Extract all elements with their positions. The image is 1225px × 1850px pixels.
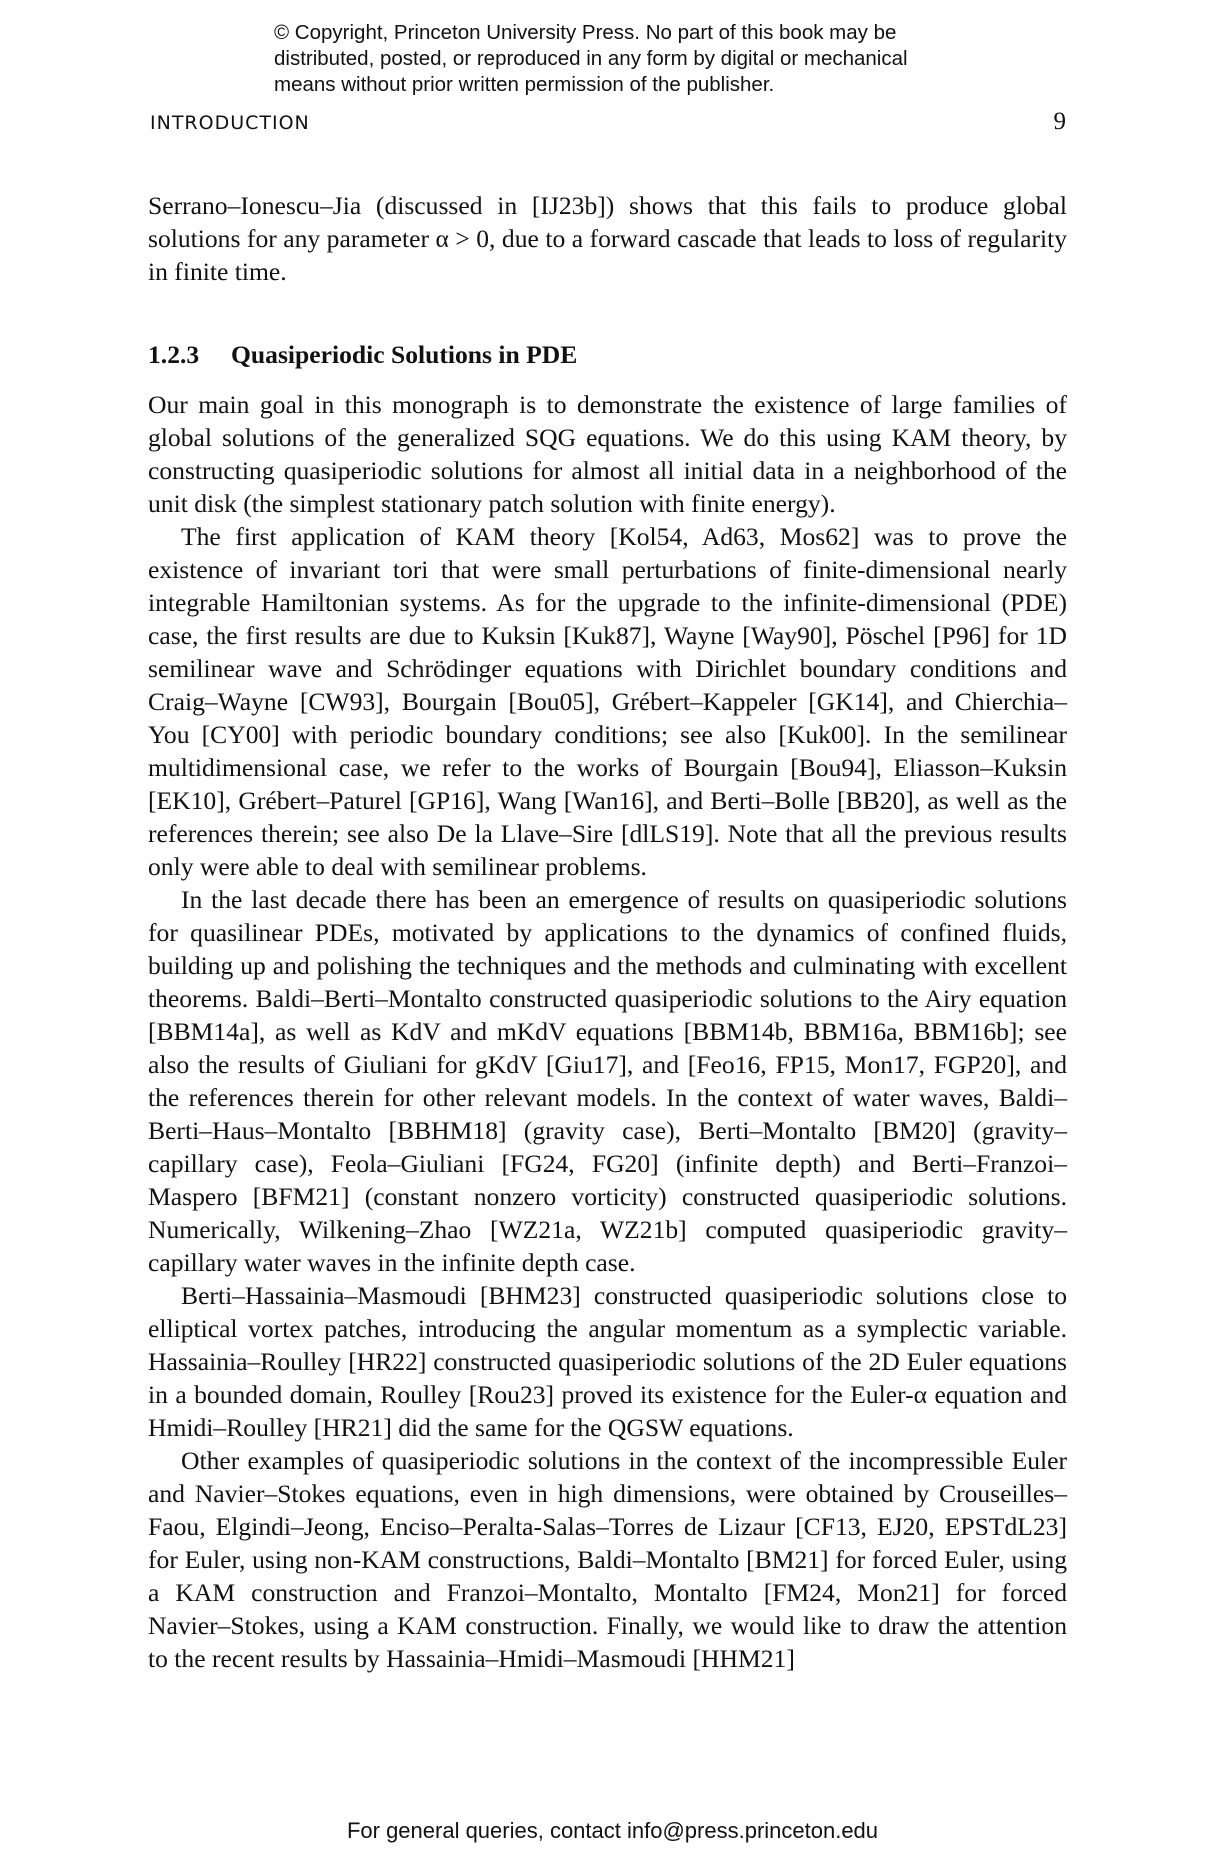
continuation-paragraph: Serrano–Ionescu–Jia (discussed in [IJ23b]) shows that this fails to produce global solutions for any parameter α > 0, due to a forward cascade that leads to loss of regularity in finite time.	[148, 191, 1067, 286]
copyright-notice	[274, 20, 974, 98]
section-heading	[148, 338, 1067, 371]
paragraph-5: Other examples of quasiperiodic solutions in the context of the incompressible Euler and Navier–Stokes equations, even in high dimensions, were obtained by Crouseilles–Faou, Elgindi–Jeong, Enciso–Peralta-Salas–Torres de Lizaur [CF13, EJ20, EPSTdL23] for Euler, using non-KAM constructions, Baldi–Montalto [BM21] for forced Euler, using a KAM construction and Franzoi–Montalto, Montalto [FM24, Mon21] for forced Navier–Stokes, using a KAM construction. Finally, we would like to draw the attention to the recent results by Hassainia–Hmidi–Masmoudi [HHM21]	[148, 1446, 1067, 1673]
section-title: Quasiperiodic Solutions in PDE	[231, 340, 578, 369]
paragraph-2: The first application of KAM theory [Kol54, Ad63, Mos62] was to prove the existence of invariant tori that were small perturbations of finite-dimensional nearly integrable Hamiltonian systems. As for the upgrade to the infinite-dimensional (PDE) case, the first results are due to Kuksin [Kuk87], Wayne [Way90], Pöschel [P96] for 1D semilinear wave and Schrödinger equations with Dirichlet boundary conditions and Craig–Wayne [CW93], Bourgain [Bou05], Grébert–Kappeler [GK14], and Chierchia–You [CY00] with periodic boundary conditions; see also [Kuk00]. In the semilinear multidimensional case, we refer to the works of Bourgain [Bou94], Eliasson–Kuksin [EK10], Grébert–Paturel [GP16], Wang [Wan16], and Berti–Bolle [BB20], as well as the references therein; see also De la Llave–Sire [dlLS19]. Note that all the previous results only were able to deal with semilinear problems.	[148, 522, 1067, 881]
copyright-line-3: means without prior written permission of the publisher.	[274, 73, 775, 96]
paragraph-1: Our main goal in this monograph is to demonstrate the existence of large families of global solutions of the generalized SQG equations. We do this using KAM theory, by constructing quasiperiodic solutions for almost all initial data in a neighborhood of the unit disk (the simplest stationary patch solution with finite energy).	[148, 390, 1067, 518]
running-head: INTRODUCTION	[150, 112, 310, 134]
page-body	[148, 189, 1067, 1675]
copyright-line-2: distributed, posted, or reproduced in any form by digital or mechanical	[274, 47, 908, 70]
section-number: 1.2.3	[148, 340, 200, 369]
footer-contact: For general queries, contact info@press.princeton.edu	[346, 1818, 879, 1843]
paragraph-3: In the last decade there has been an emergence of results on quasiperiodic solutions for quasilinear PDEs, motivated by applications to the dynamics of confined fluids, building up and polishing the techniques and the methods and culminating with excellent theorems. Baldi–Berti–Montalto constructed quasiperiodic solutions to the Airy equation [BBM14a], as well as KdV and mKdV equations [BBM14b, BBM16a, BBM16b]; see also the results of Giuliani for gKdV [Giu17], and [Feo16, FP15, Mon17, FGP20], and the references therein for other relevant models. In the context of water waves, Baldi–Berti–Haus–Montalto [BBHM18] (gravity case), Berti–Montalto [BM20] (gravity–capillary case), Feola–Giuliani [FG24, FG20] (infinite depth) and Berti–Franzoi–Maspero [BFM21] (constant nonzero vorticity) constructed quasiperiodic solutions. Numerically, Wilkening–Zhao [WZ21a, WZ21b] computed quasiperiodic gravity–capillary water waves in the infinite depth case.	[148, 885, 1067, 1277]
page-number: 9	[1053, 108, 1066, 135]
copyright-line-1: © Copyright, Princeton University Press. No part of this book may be	[274, 21, 897, 44]
paragraph-4: Berti–Hassainia–Masmoudi [BHM23] constructed quasiperiodic solutions close to elliptical vortex patches, introducing the angular momentum as a symplectic variable. Hassainia–Roulley [HR22] constructed quasiperiodic solutions of the 2D Euler equations in a bounded domain, Roulley [Rou23] proved its existence for the Euler-α equation and Hmidi–Roulley [HR21] did the same for the QGSW equations.	[148, 1281, 1067, 1442]
